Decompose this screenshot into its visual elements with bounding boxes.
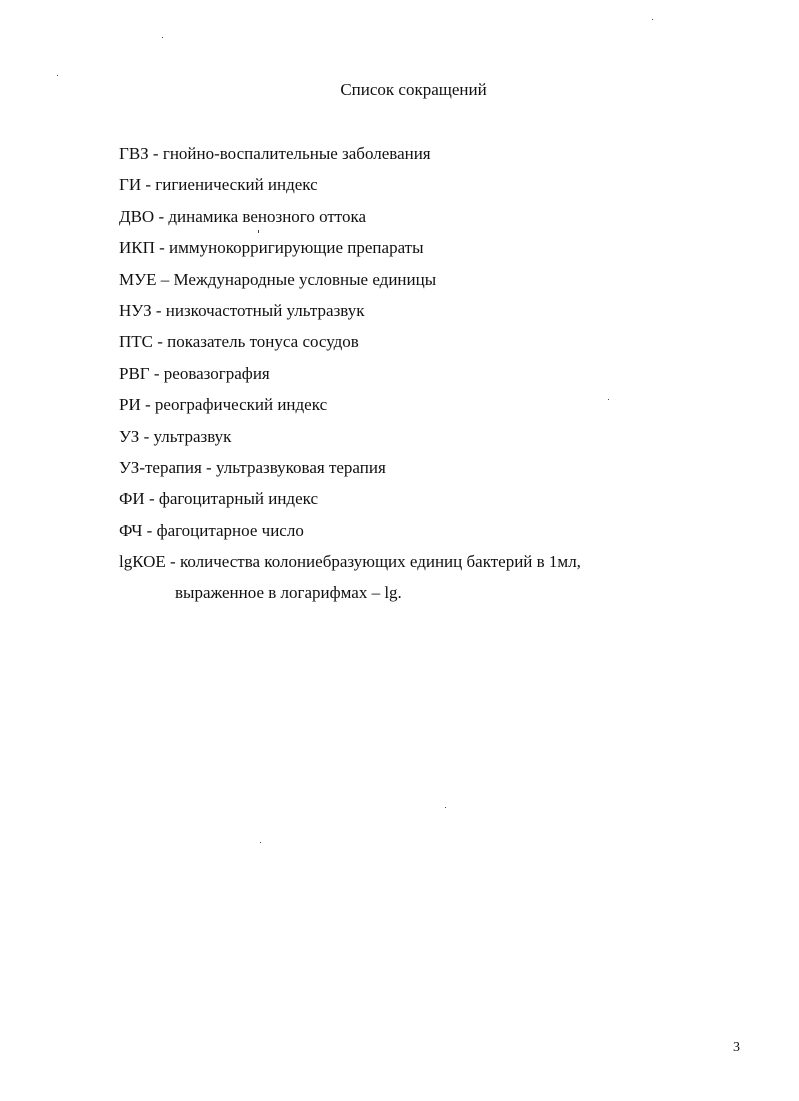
list-item: ГИ - гигиенический индекс <box>119 175 318 195</box>
list-item: ФИ - фагоцитарный индекс <box>119 489 318 509</box>
scan-speck <box>445 807 446 808</box>
list-item: УЗ - ультразвук <box>119 426 232 446</box>
scan-speck <box>57 75 58 76</box>
list-item: УЗ-терапия - ультразвуковая терапия <box>119 457 386 477</box>
list-item: ДВО - динамика венозного оттока <box>119 206 367 226</box>
scan-speck <box>260 842 261 843</box>
scan-speck <box>652 19 653 20</box>
page-number: 3 <box>733 1040 740 1055</box>
list-item: ФЧ - фагоцитарное число <box>119 520 304 540</box>
list-item: РВГ - реовазография <box>119 363 270 383</box>
list-item: ИКП - иммунокорригирующие препараты <box>119 238 424 258</box>
list-item: МУЕ – Международные условные единицы <box>119 269 437 289</box>
list-item: lgКОЕ - количества колониебразующих единиц бактерий в 1мл, <box>119 552 581 572</box>
scan-speck <box>162 37 163 38</box>
list-item: ГВЗ - гнойно-воспалительные заболевания <box>119 144 431 163</box>
page-title: Список сокращений <box>340 80 487 99</box>
abbreviation-list <box>119 143 739 614</box>
list-item: РИ - реографический индекс <box>119 395 328 415</box>
list-item: ПТС - показатель тонуса сосудов <box>119 332 359 352</box>
list-item-continuation: выраженное в логарифмах – lg. <box>175 583 402 603</box>
list-item: НУЗ - низкочастотный ультразвук <box>119 300 365 320</box>
